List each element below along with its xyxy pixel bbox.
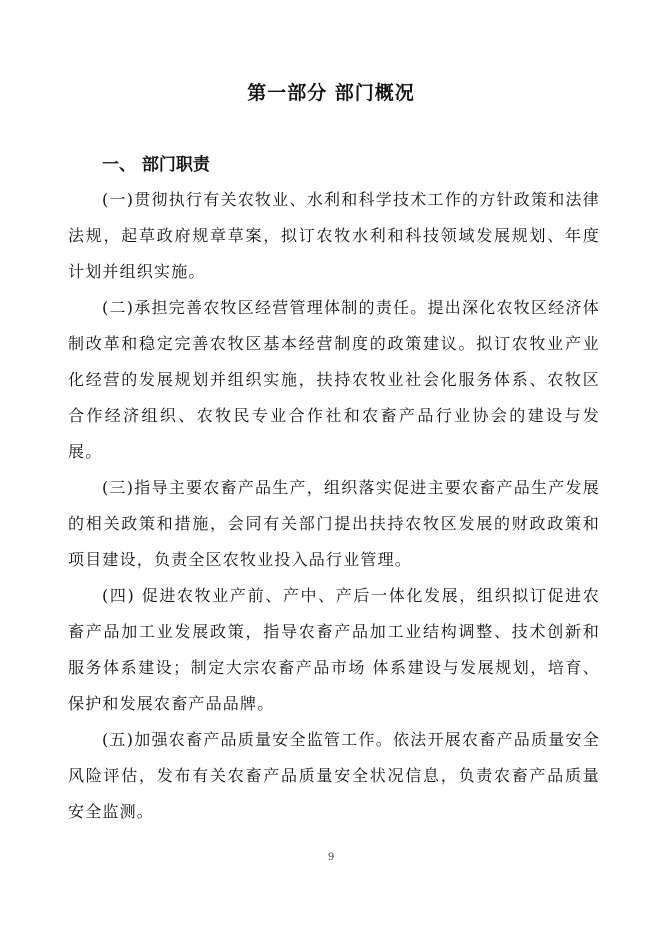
page-title: 第一部分 部门概况 <box>247 82 415 104</box>
section-heading: 一、 部门职责 <box>102 155 210 175</box>
paragraph-1: (一)贯彻执行有关农牧业、水利和科学技术工作的方针政策和法律法规，起草政府规章草案，拟订农牧水利和科技领域发展规划、年度计划并组织实施。 <box>68 190 600 281</box>
paragraph-3: (三)指导主要农畜产品生产，组织落实促进主要农畜产品生产发展的相关政策和措施，会同有关部门提出扶持农牧区发展的财政政策和项目建设，负责全区农牧业投入品行业管理。 <box>68 478 600 569</box>
page-number: 9 <box>327 852 335 863</box>
paragraph-5: (五)加强农畜产品质量安全监管工作。依法开展农畜产品质量安全风险评估，发布有关农畜产品质量安全状况信息，负责农畜产品质量安全监测。 <box>68 730 600 821</box>
paragraph-2: (二)承担完善农牧区经营管理体制的责任。提出深化农牧区经济体制改革和稳定完善农牧区基本经营制度的政策建议。拟订农牧业产业化经营的发展规划并组织实施，扶持农牧业社会化服务体系、农牧区合作经济组织、农牧民专业合作社和农畜产品行业协会的建设与发展。 <box>68 298 600 461</box>
paragraph-4: (四) 促进农牧业产前、产中、产后一体化发展，组织拟订促进农畜产品加工业发展政策，指导农畜产品加工业结构调整、技术创新和服务体系建设；制定大宗农畜产品市场 体系建设与发展规划，培育、保护和发展农畜产品品牌。 <box>68 586 600 713</box>
